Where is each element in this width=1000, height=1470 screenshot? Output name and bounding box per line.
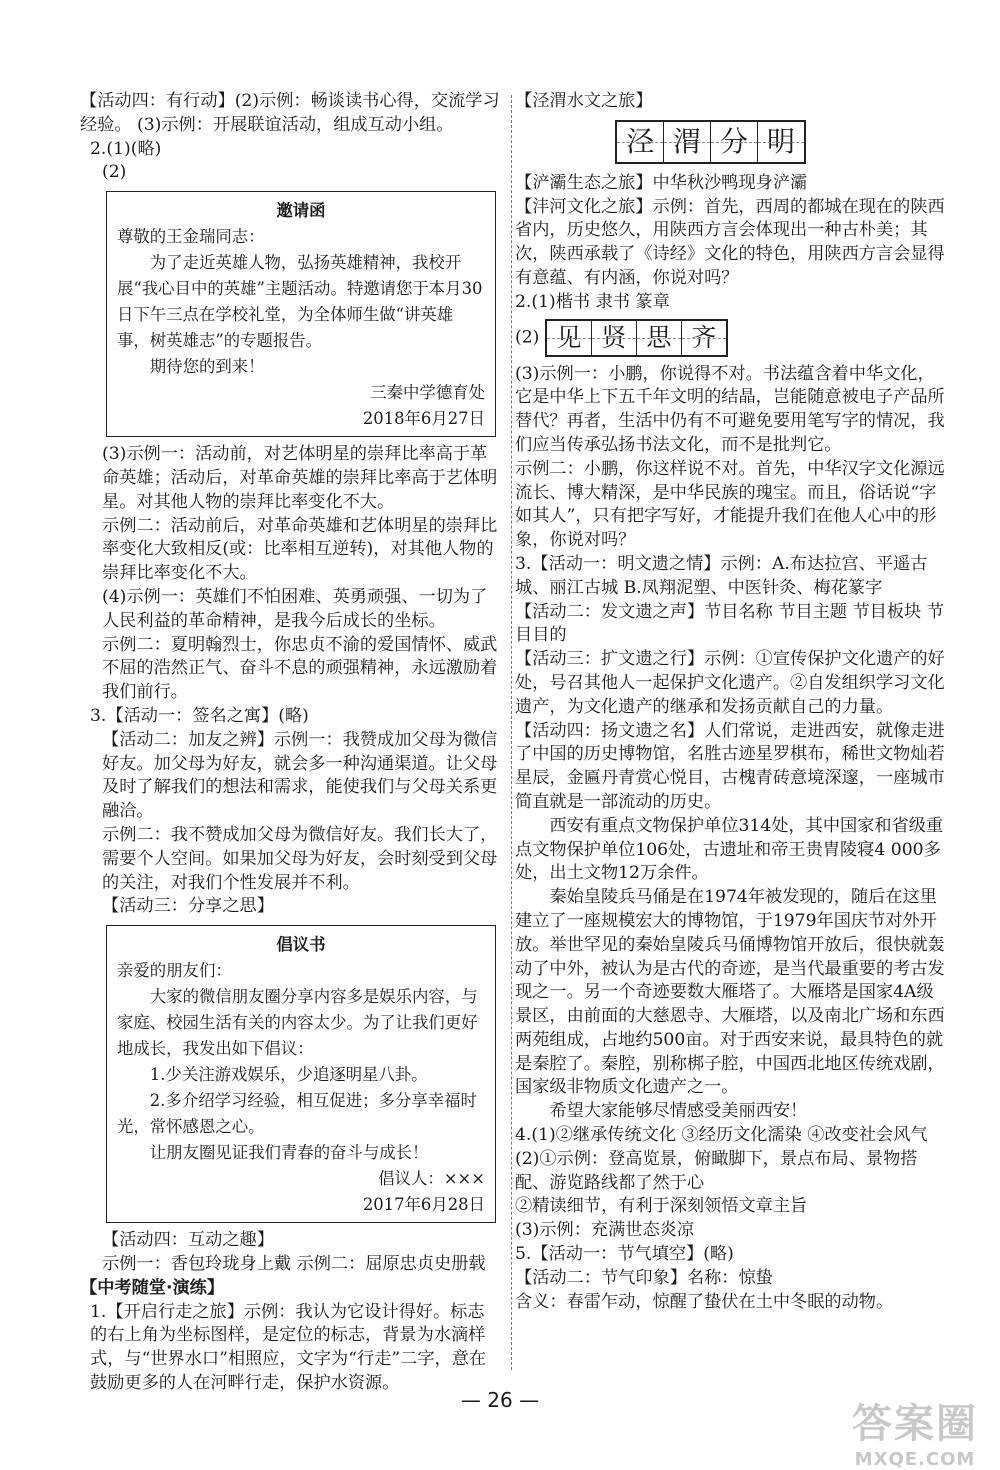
q4-part2: (2)①示例：登高览景，俯瞰脚下，景点布局、景物搭配、游览路线都了然于心 xyxy=(515,1148,918,1193)
writing-grid-2 xyxy=(545,319,728,357)
proposal-item-1: 1.少关注游戏娱乐，少追逐明星八卦。 xyxy=(149,1065,428,1085)
proposal-sender: 倡议人：××× xyxy=(378,1169,485,1189)
column-divider xyxy=(511,95,512,1370)
page-number: — 26 — xyxy=(460,1388,540,1412)
exam-q1-answer: 1.【开启行走之旅】示例：我认为它设计得好。标志的右上角为坐标图样，是定位的标志，背景为水滴样式，与“世界水口”相照应，文字为“行走”二字，意在鼓励更多的人在河畔行走，保护水资源。 xyxy=(90,1301,487,1393)
jingwei-character-grid xyxy=(515,120,950,164)
q5-activity1: 5.【活动一：节气填空】(略) xyxy=(515,1244,734,1265)
grid-cell: 齐 xyxy=(681,321,726,355)
q4-part2-second: ②精读细节，有利于深刻领悟文章主旨 xyxy=(515,1196,808,1217)
closing-wish: 希望大家能够尽情感受美丽西安！ xyxy=(549,1101,808,1122)
invitation-closing: 期待您的到来！ xyxy=(149,357,265,377)
chanba-answer: 【浐灞生态之旅】中华秋沙鸭现身浐灞 xyxy=(515,172,808,193)
q4-part3: (3)示例：充满世态炎凉 xyxy=(515,1220,695,1241)
left-column xyxy=(80,90,500,1396)
q3-activity3: 【活动三：分享之思】 xyxy=(102,896,274,917)
invitation-letter-box xyxy=(106,191,496,437)
invitation-title: 邀请函 xyxy=(276,201,326,221)
grid-cell: 分 xyxy=(710,122,757,162)
q2-part1: 2.(1)(略) xyxy=(90,138,162,159)
q3-right-activity2: 【活动二：发文遗之声】节目名称 节目主题 节目板块 节目目的 xyxy=(515,601,944,646)
invitation-salutation: 尊敬的王金瑞同志： xyxy=(117,227,265,247)
q2-part3-example2: 示例二：活动前后，对革命英雄和艺体明星的崇拜比率变化大致相反(或：比率相互逆转)，对其他人物的崇拜比率变化不大。 xyxy=(102,515,498,584)
invitation-date: 2018年6月27日 xyxy=(362,409,485,429)
q3-activity2-example2: 示例二：我不赞成加父母为微信好友。我们长大了，需要个人空间。如果加父母为好友，会时刻受到父母的关注，对我们个性发展并不利。 xyxy=(102,824,498,893)
invitation-body: 为了走近英雄人物，弘扬英雄精神，我校开展“我心目中的英雄”主题活动。特邀请您于本月30日下午三点在学校礼堂，为全体师生做“讲英雄事，树英雄志”的专题报告。 xyxy=(117,253,483,351)
watermark-top-text: 答案圈 xyxy=(852,1401,978,1447)
q2-part4-example2: 示例二：夏明翰烈士，你忠贞不渝的爱国情怀、威武不屈的浩然正气、奋斗不息的顽强精神，永远激励着我们前行。 xyxy=(102,634,498,703)
proposal-closing: 让朋友圈见证我们青春的奋斗与成长！ xyxy=(149,1143,429,1163)
grid-cell: 渭 xyxy=(663,122,710,162)
fenghe-answer: 【沣河文化之旅】示例：首先，西周的都城在现在的陕西省内，历史悠久，用陕西方言会体现出一种古朴美；其次，陕西承载了《诗经》文化的特色，用陕西方言会显得有意蕴、有内涵，你说对吗？ xyxy=(515,196,945,288)
q2-right-part3-example2: 示例二：小鹏，你这样说不对。首先，中华汉字文化源远流长、博大精深，是中华民族的瑰宝。而且，俗话说“字如其人”，只有把字写好，才能提升我们在他人心中的形象，你说对吗？ xyxy=(515,458,945,551)
q2-part3-example1: (3)示例一：活动前，对艺体明星的崇拜比率高于革命英雄；活动后，对革命英雄的崇拜比率高于艺体明星。对其他人物的崇拜比率变化不大。 xyxy=(102,444,498,512)
xian-relics-paragraph: 西安有重点文物保护单位314处，其中国家和省级重点文物保护单位106处，古遗址和帝王贵胄陵寝4 000多处，出土文物12万余件。 xyxy=(515,815,944,884)
q3-activity2-example1: 【活动二：加友之辨】示例一：我赞成加父母为微信好友。加父母为好友，就会多一种沟通渠道。让父母及时了解我们的想法和需求，能使我们与父母关系更融洽。 xyxy=(102,729,498,822)
right-column xyxy=(515,90,950,1314)
q3-right-activity3: 【活动三：扩文遗之行】示例：①宣传保护文化遗产的好处，号召其他人一起保护文化遗产。②自发组织学习文化遗产，为文化遗产的继承和发扬贡献自己的力量。 xyxy=(515,649,945,717)
activity-four-answer: 【活动四：有行动】(2)示例：畅谈读书心得，交流学习经验。 (3)示例：开展联谊活动，组成互动小组。 xyxy=(80,91,500,135)
q2-right-part2 xyxy=(515,319,950,357)
q2-part4-example1: (4)示例一：英雄们不怕困难、英勇顽强、一切为了人民利益的革命精神，是我今后成长的坐标。 xyxy=(102,586,488,631)
q2-part2-label: (2) xyxy=(102,162,127,183)
watermark-bottom-text: MXQE.COM xyxy=(854,1449,976,1470)
terracotta-paragraph: 秦始皇陵兵马俑是在1974年被发现的，随后在这里建立了一座规模宏大的博物馆，于1979年国庆节对外开放。举世罕见的秦始皇陵兵马俑博物馆开放后，很快就轰动了中外，被认为是古代的奇迹，是当代最重要的考古发现之一。另一个奇迹要数大雁塔了。大雁塔是国家4A级景区，由前面的大慈恩寺、大雁塔，以及南北广场和东西两苑组成，占地约500亩。对于西安来说，最具特色的就是秦腔了。秦腔，别称梆子腔，中国西北地区传统戏剧，国家级非物质文化遗产之一。 xyxy=(515,887,945,1098)
q5-meaning: 含义：春雷乍动，惊醒了蛰伏在土中冬眠的动物。 xyxy=(515,1291,894,1312)
grid-cell: 泾 xyxy=(617,122,663,162)
q3-activity1: 3.【活动一：签名之寓】(略) xyxy=(90,705,309,726)
proposal-date: 2017年6月28日 xyxy=(362,1195,485,1215)
q5-activity2: 【活动二：节气印象】名称：惊蛰 xyxy=(515,1267,773,1288)
q3-activity4-examples: 示例一：香包玲珑身上戴 示例二：屈原忠贞史册载 xyxy=(102,1253,486,1274)
watermark-logo xyxy=(852,1392,978,1470)
proposal-item-2: 2.多介绍学习经验，相互促进；多分享幸福时光，常怀感恩之心。 xyxy=(117,1091,477,1137)
q2-right-part3-example1: (3)示例一：小鹏，你说得不对。书法蕴含着中华文化，它是中华上下五千年文明的结晶，岂能随意被电子产品所替代？再者，生活中仍有不可避免要用笔写字的情况，我们应当传承弘扬书法文化，而不是批判它。 xyxy=(515,363,945,455)
q3-right-activity1: 3.【活动一：明文遗之情】示例：A.布达拉宫、平遥古城、丽江古城 B.凤翔泥塑、中医针灸、梅花篆字 xyxy=(515,553,928,598)
grid-cell: 贤 xyxy=(591,321,636,355)
proposal-salutation: 亲爱的朋友们： xyxy=(117,961,232,981)
writing-grid-1 xyxy=(615,120,806,164)
q2-right-part1: 2.(1)楷书 隶书 篆章 xyxy=(515,291,670,312)
grid-cell: 明 xyxy=(757,122,804,162)
q3-right-activity4: 【活动四：扬文遗之名】人们常说，走进西安，就像走进了中国的历史博物馆，名胜古迹星罗棋布，稀世文物灿若星辰，金匾丹青赏心悦目，古槐青砖意境深邃，一座城市简直就是一部流动的历史。 xyxy=(515,720,945,812)
grid-cell: 见 xyxy=(547,321,591,355)
proposal-title: 倡议书 xyxy=(276,935,326,955)
proposal-letter-box xyxy=(106,925,496,1223)
jingwei-heading: 【泾渭水文之旅】 xyxy=(515,91,653,111)
q2-right-part2-label: (2) xyxy=(515,327,540,348)
q3-activity4: 【活动四：互动之趣】 xyxy=(102,1230,274,1251)
q4-part1: 4.(1)②继承传统文化 ③经历文化濡染 ④改变社会风气 xyxy=(515,1125,928,1146)
exam-practice-heading: 【中考随堂·演练】 xyxy=(80,1277,225,1298)
grid-cell: 思 xyxy=(636,321,681,355)
proposal-body: 大家的微信朋友圈分享内容多是娱乐内容，与家庭、校园生活有关的内容太少。为了让我们更好地成长，我发出如下倡议： xyxy=(117,987,478,1059)
invitation-sender: 三秦中学德育处 xyxy=(370,383,485,403)
